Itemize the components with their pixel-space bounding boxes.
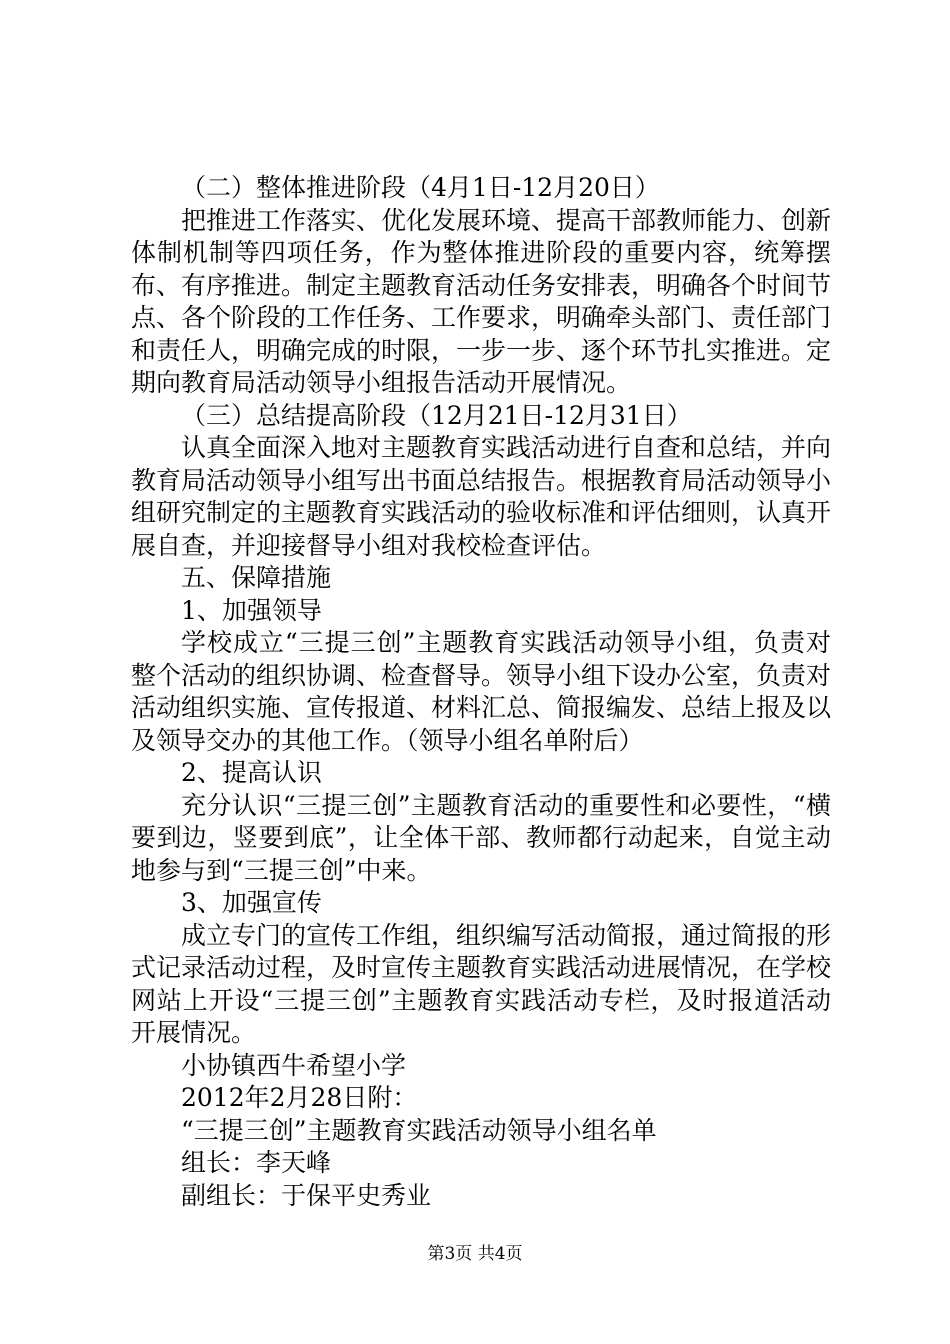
section-heading-summary: （三）总结提高阶段（12月21日-12月31日） [181, 400, 692, 430]
paragraph-publicity: 成立专门的宣传工作组，组织编写活动简报，通过简报的形式记录活动过程，及时宣传主题教育实践活动进展情况，在学校网站上开设“三提三创”主题教育实践活动专栏，及时报道活动开展情况。 [131, 920, 832, 1047]
section-heading-safeguards: 五、保障措施 [181, 563, 332, 592]
signature-date: 2012年2月28日附： [181, 1083, 418, 1112]
paragraph-awareness: 充分认识“三提三创”主题教育活动的重要性和必要性，“横要到边，竖要到底”，让全体干部、教师都行动起来，自觉主动地参与到“三提三创”中来。 [131, 790, 831, 885]
paragraph-overall-advance: 把推进工作落实、优化发展环境、提高干部教师能力、创新体制机制等四项任务，作为整体推进阶段的重要内容，统筹摆布、有序推进。制定主题教育活动任务安排表，明确各个时间节点、各个阶段的工作任务、工作要求，明确牵头部门、责任部门和责任人，明确完成的时限，一步一步、逐个环节扎实推进。定期向教育局活动领导小组报告活动开展情况。 [131, 205, 832, 397]
subheading-awareness: 2、提高认识 [181, 758, 322, 787]
signature-school: 小协镇西牛希望小学 [181, 1050, 407, 1080]
appendix-title: “三提三创”主题教育实践活动领导小组名单 [181, 1115, 657, 1145]
paragraph-summary: 认真全面深入地对主题教育实践活动进行自查和总结，并向教育局活动领导小组写出书面总结报告。根据教育局活动领导小组研究制定的主题教育实践活动的验收标准和评估细则，认真开展自查，并迎接督导小组对我校检查评估。 [131, 433, 832, 560]
paragraph-leadership: 学校成立“三提三创”主题教育实践活动领导小组，负责对整个活动的组织协调、检查督导。领导小组下设办公室，负责对活动组织实施、宣传报道、材料汇总、简报编发、总结上报及以及领导交办的其他工作。（领导小组名单附后） [131, 628, 832, 755]
page-number-footer: 第3页 共4页 [427, 1244, 523, 1264]
document-body [131, 172, 831, 1212]
section-heading-overall-advance: （二）整体推进阶段（4月1日-12月20日） [181, 173, 660, 202]
appendix-deputy-leaders: 副组长：于保平史秀业 [181, 1180, 432, 1210]
subheading-publicity: 3、加强宣传 [181, 888, 322, 917]
appendix-leader: 组长：李天峰 [181, 1148, 332, 1177]
subheading-leadership: 1、加强领导 [181, 595, 322, 625]
